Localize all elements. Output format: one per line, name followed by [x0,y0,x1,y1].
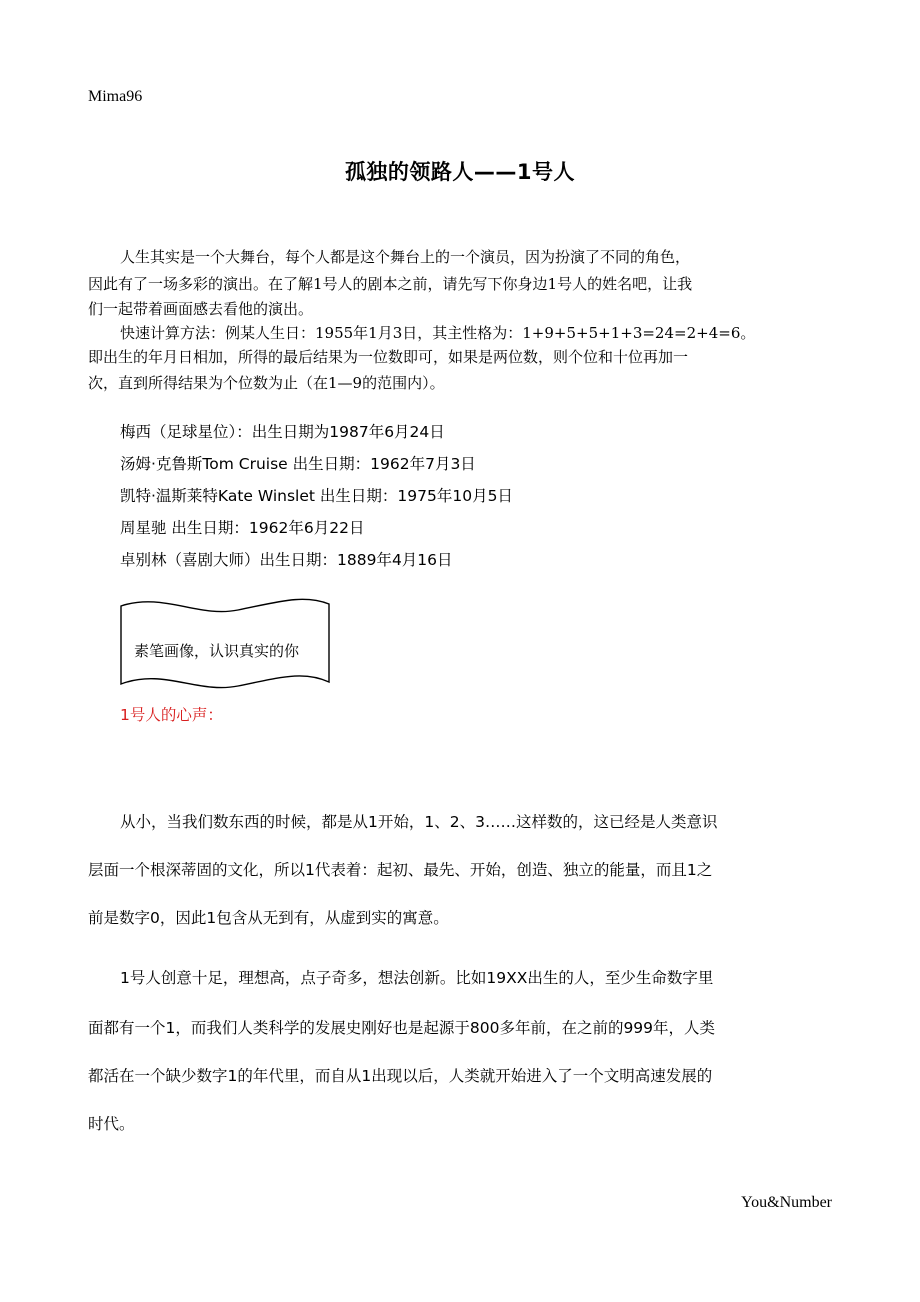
birthday-item: 卓别林（喜剧大师）出生日期：1889年4月16日 [120,551,453,569]
body-line: 前是数字0，因此1包含从无到有，从虚到实的寓意。 [88,909,449,927]
intro-line: 们一起带着画面感去看他的演出。 [88,300,314,318]
intro-line: 快速计算方法：例某人生日：1955年1月3日，其主性格为：1+9+5+5+1+3=24=2+4=6。 [120,324,756,342]
section-subheading: 1号人的心声： [120,706,223,724]
body-line: 1号人创意十足，理想高，点子奇多，想法创新。比如19XX出生的人，至少生命数字里 [120,969,714,987]
body-line: 层面一个根深蒂固的文化，所以1代表着：起初、最先、开始，创造、独立的能量，而且1之 [88,861,713,879]
body-line: 从小，当我们数东西的时候，都是从1开始，1、2、3……这样数的，这已经是人类意识 [120,813,718,831]
intro-line: 次，直到所得结果为个位数为止（在1—9的范围内）。 [88,374,445,392]
birthday-item: 凯特·温斯莱特Kate Winslet 出生日期：1975年10月5日 [120,487,513,505]
body-line: 都活在一个缺少数字1的年代里，而自从1出现以后，人类就开始进入了一个文明高速发展的 [88,1067,713,1085]
birthday-item: 周星驰 出生日期：1962年6月22日 [120,519,365,537]
intro-line: 人生其实是一个大舞台，每个人都是这个舞台上的一个演员，因为扮演了不同的角色， [120,248,691,266]
intro-line: 即出生的年月日相加，所得的最后结果为一位数即可，如果是两位数，则个位和十位再加一 [88,348,689,366]
banner-text: 素笔画像，认识真实的你 [134,642,300,660]
body-line: 面都有一个1，而我们人类科学的发展史刚好也是起源于800多年前，在之前的999年，人类 [88,1019,716,1037]
birthday-item: 汤姆·克鲁斯Tom Cruise 出生日期：1962年7月3日 [120,455,476,473]
birthday-item: 梅西（足球星位）：出生日期为1987年6月24日 [120,423,445,441]
page-title: 孤独的领路人——1号人 [344,160,576,184]
footer-right-label: You&Number [741,1194,832,1211]
intro-line: 因此有了一场多彩的演出。在了解1号人的剧本之前，请先写下你身边1号人的姓名吧，让我 [88,275,693,293]
body-line: 时代。 [88,1115,135,1133]
header-left-label: Mima96 [88,88,143,105]
